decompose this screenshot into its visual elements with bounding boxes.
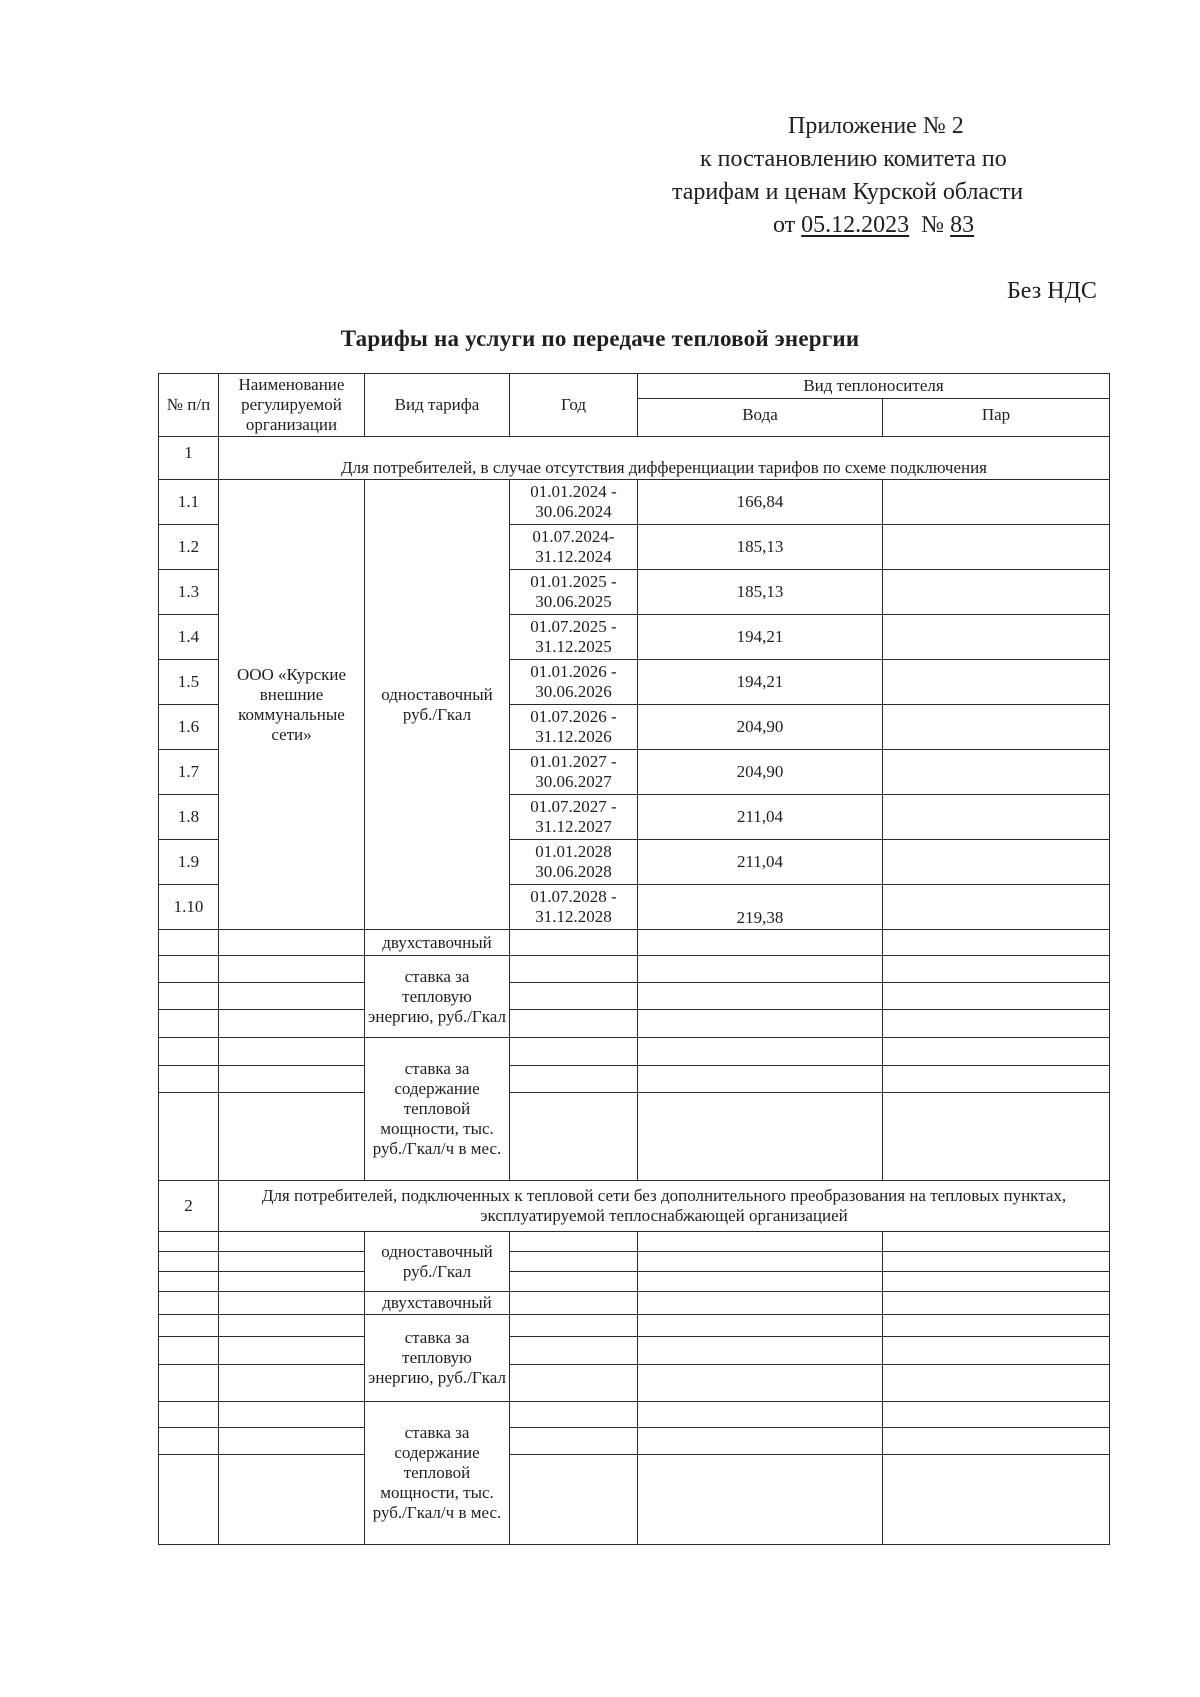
empty-cell xyxy=(510,1337,638,1365)
appendix-line-1: Приложение № 2 xyxy=(788,113,964,139)
empty-cell xyxy=(219,1428,365,1455)
empty-cell xyxy=(219,929,365,956)
energy-rate-label: ставка за тепловую энергию, руб./Гкал xyxy=(365,1314,510,1401)
section-2-number: 2 xyxy=(159,1181,219,1232)
period: 01.07.2025 - 31.12.2025 xyxy=(510,615,638,660)
empty-cell xyxy=(159,1337,219,1365)
empty-cell xyxy=(159,1272,219,1292)
empty-cell xyxy=(159,1454,219,1544)
header-steam: Пар xyxy=(883,398,1110,437)
number-prefix: № xyxy=(921,212,945,238)
period: 01.01.2027 - 30.06.2027 xyxy=(510,749,638,794)
empty-cell xyxy=(638,1093,883,1181)
row-number: 1.6 xyxy=(159,705,219,750)
empty-cell xyxy=(219,1038,365,1066)
empty-cell xyxy=(159,1251,219,1271)
empty-cell xyxy=(883,1038,1110,1066)
empty-cell xyxy=(159,1364,219,1401)
empty-cell xyxy=(883,1428,1110,1455)
empty-cell xyxy=(883,1251,1110,1271)
empty-cell xyxy=(638,1428,883,1455)
empty-cell xyxy=(883,929,1110,956)
row-number: 1.10 xyxy=(159,884,219,929)
organization-name: ООО «Курские внешние коммунальные сети» xyxy=(219,480,365,930)
empty-cell xyxy=(638,1314,883,1336)
empty-cell xyxy=(219,1454,365,1544)
water-tariff: 219,38 xyxy=(638,884,883,929)
water-tariff: 204,90 xyxy=(638,749,883,794)
period: 01.01.2026 - 30.06.2026 xyxy=(510,660,638,705)
section-1-title: Для потребителей, в случае отсутствия дифференциации тарифов по схеме подключения xyxy=(219,437,1110,480)
empty-cell xyxy=(638,1364,883,1401)
period: 01.07.2026 - 31.12.2026 xyxy=(510,705,638,750)
steam-tariff xyxy=(883,660,1110,705)
empty-cell xyxy=(883,1232,1110,1251)
empty-cell xyxy=(883,982,1110,1010)
empty-cell xyxy=(219,982,365,1010)
date-prefix: от xyxy=(773,212,796,238)
capacity-rate-label: ставка за содержание тепловой мощности, тыс. руб./Гкал/ч в мес. xyxy=(365,1401,510,1544)
section-2-title: Для потребителей, подключенных к тепловой сети без дополнительного преобразования на тепловых пунктах, эксплуатируемой теплоснабжающей организацией xyxy=(219,1181,1110,1232)
empty-cell xyxy=(883,1272,1110,1292)
empty-cell xyxy=(510,1065,638,1093)
appendix-line-3: тарифам и ценам Курской области xyxy=(672,179,1024,205)
empty-cell xyxy=(510,982,638,1010)
steam-tariff xyxy=(883,884,1110,929)
period: 01.07.2024- 31.12.2024 xyxy=(510,525,638,570)
empty-cell xyxy=(638,1401,883,1428)
row-number: 1.7 xyxy=(159,749,219,794)
steam-tariff xyxy=(883,615,1110,660)
empty-cell xyxy=(883,1401,1110,1428)
water-tariff: 194,21 xyxy=(638,660,883,705)
empty-cell xyxy=(219,1232,365,1251)
steam-tariff xyxy=(883,705,1110,750)
row-number: 1.2 xyxy=(159,525,219,570)
empty-cell xyxy=(638,929,883,956)
empty-cell xyxy=(883,956,1110,983)
empty-cell xyxy=(638,1038,883,1066)
empty-cell xyxy=(219,1093,365,1181)
header-heat-carrier: Вид теплоносителя xyxy=(638,374,1110,399)
period: 01.01.2024 - 30.06.2024 xyxy=(510,480,638,525)
empty-cell xyxy=(638,1454,883,1544)
empty-cell xyxy=(510,1428,638,1455)
empty-cell xyxy=(219,1292,365,1314)
empty-cell xyxy=(510,1454,638,1544)
row-number: 1.9 xyxy=(159,839,219,884)
appendix-line-2: к постановлению комитета по xyxy=(700,146,1007,172)
empty-cell xyxy=(510,1401,638,1428)
empty-cell xyxy=(638,956,883,983)
water-tariff: 166,84 xyxy=(638,480,883,525)
empty-cell xyxy=(883,1337,1110,1365)
water-tariff: 185,13 xyxy=(638,525,883,570)
empty-cell xyxy=(159,1292,219,1314)
table-row xyxy=(159,480,1110,525)
empty-cell xyxy=(883,1093,1110,1181)
decree-date: 05.12.2023 xyxy=(801,212,910,238)
steam-tariff xyxy=(883,794,1110,839)
empty-cell xyxy=(638,982,883,1010)
empty-cell xyxy=(510,956,638,983)
empty-cell xyxy=(510,1292,638,1314)
empty-cell xyxy=(510,1010,638,1038)
row-number: 1.8 xyxy=(159,794,219,839)
tariff-table xyxy=(158,373,1110,1545)
water-tariff: 204,90 xyxy=(638,705,883,750)
empty-cell xyxy=(219,1272,365,1292)
empty-cell xyxy=(159,1093,219,1181)
empty-cell xyxy=(159,1010,219,1038)
empty-cell xyxy=(510,1038,638,1066)
empty-cell xyxy=(510,929,638,956)
water-tariff: 211,04 xyxy=(638,794,883,839)
empty-cell xyxy=(510,1251,638,1271)
row-number: 1.5 xyxy=(159,660,219,705)
header-organization: Наименование регулируемой организации xyxy=(219,374,365,437)
empty-cell xyxy=(159,982,219,1010)
decree-date-line xyxy=(773,209,974,242)
header-no: № п/п xyxy=(159,374,219,437)
empty-cell xyxy=(883,1364,1110,1401)
empty-cell xyxy=(510,1093,638,1181)
empty-cell xyxy=(159,1038,219,1066)
period: 01.01.2025 - 30.06.2025 xyxy=(510,570,638,615)
empty-cell xyxy=(219,956,365,983)
empty-cell xyxy=(638,1065,883,1093)
empty-cell xyxy=(219,1010,365,1038)
empty-cell xyxy=(159,1232,219,1251)
empty-cell xyxy=(883,1010,1110,1038)
empty-cell xyxy=(638,1251,883,1271)
empty-cell xyxy=(219,1401,365,1428)
empty-cell xyxy=(883,1292,1110,1314)
empty-cell xyxy=(510,1232,638,1251)
capacity-rate-label: ставка за содержание тепловой мощности, тыс. руб./Гкал/ч в мес. xyxy=(365,1038,510,1181)
vat-note: Без НДС xyxy=(1007,278,1097,304)
period: 01.01.2028 30.06.2028 xyxy=(510,839,638,884)
header-water: Вода xyxy=(638,398,883,437)
empty-cell xyxy=(219,1314,365,1336)
empty-cell xyxy=(883,1065,1110,1093)
header-year: Год xyxy=(510,374,638,437)
steam-tariff xyxy=(883,570,1110,615)
empty-cell xyxy=(638,1272,883,1292)
steam-tariff xyxy=(883,749,1110,794)
steam-tariff xyxy=(883,525,1110,570)
empty-cell xyxy=(510,1364,638,1401)
empty-cell xyxy=(159,1428,219,1455)
energy-rate-label: ставка за тепловую энергию, руб./Гкал xyxy=(365,956,510,1038)
row-number: 1.1 xyxy=(159,480,219,525)
period: 01.07.2027 - 31.12.2027 xyxy=(510,794,638,839)
empty-cell xyxy=(638,1232,883,1251)
empty-cell xyxy=(219,1065,365,1093)
period: 01.07.2028 - 31.12.2028 xyxy=(510,884,638,929)
empty-cell xyxy=(510,1272,638,1292)
empty-cell xyxy=(638,1010,883,1038)
steam-tariff xyxy=(883,839,1110,884)
empty-cell xyxy=(219,1337,365,1365)
steam-tariff xyxy=(883,480,1110,525)
document-title: Тарифы на услуги по передаче тепловой энергии xyxy=(340,326,860,351)
empty-cell xyxy=(159,929,219,956)
single-rate-tariff: одноставочный руб./Гкал xyxy=(365,480,510,930)
row-number: 1.3 xyxy=(159,570,219,615)
empty-cell xyxy=(159,1314,219,1336)
empty-cell xyxy=(159,956,219,983)
empty-cell xyxy=(883,1454,1110,1544)
two-rate-tariff: двухставочный xyxy=(365,929,510,956)
empty-cell xyxy=(219,1364,365,1401)
section-1-number: 1 xyxy=(159,437,219,480)
decree-number: 83 xyxy=(950,212,975,238)
single-rate-tariff: одноставочный руб./Гкал xyxy=(365,1232,510,1292)
empty-cell xyxy=(159,1401,219,1428)
empty-cell xyxy=(638,1292,883,1314)
water-tariff: 194,21 xyxy=(638,615,883,660)
empty-cell xyxy=(883,1314,1110,1336)
two-rate-tariff: двухставочный xyxy=(365,1292,510,1314)
empty-cell xyxy=(510,1314,638,1336)
empty-cell xyxy=(159,1065,219,1093)
empty-cell xyxy=(638,1337,883,1365)
row-number: 1.4 xyxy=(159,615,219,660)
empty-cell xyxy=(219,1251,365,1271)
water-tariff: 185,13 xyxy=(638,570,883,615)
header-tariff-type: Вид тарифа xyxy=(365,374,510,437)
water-tariff: 211,04 xyxy=(638,839,883,884)
